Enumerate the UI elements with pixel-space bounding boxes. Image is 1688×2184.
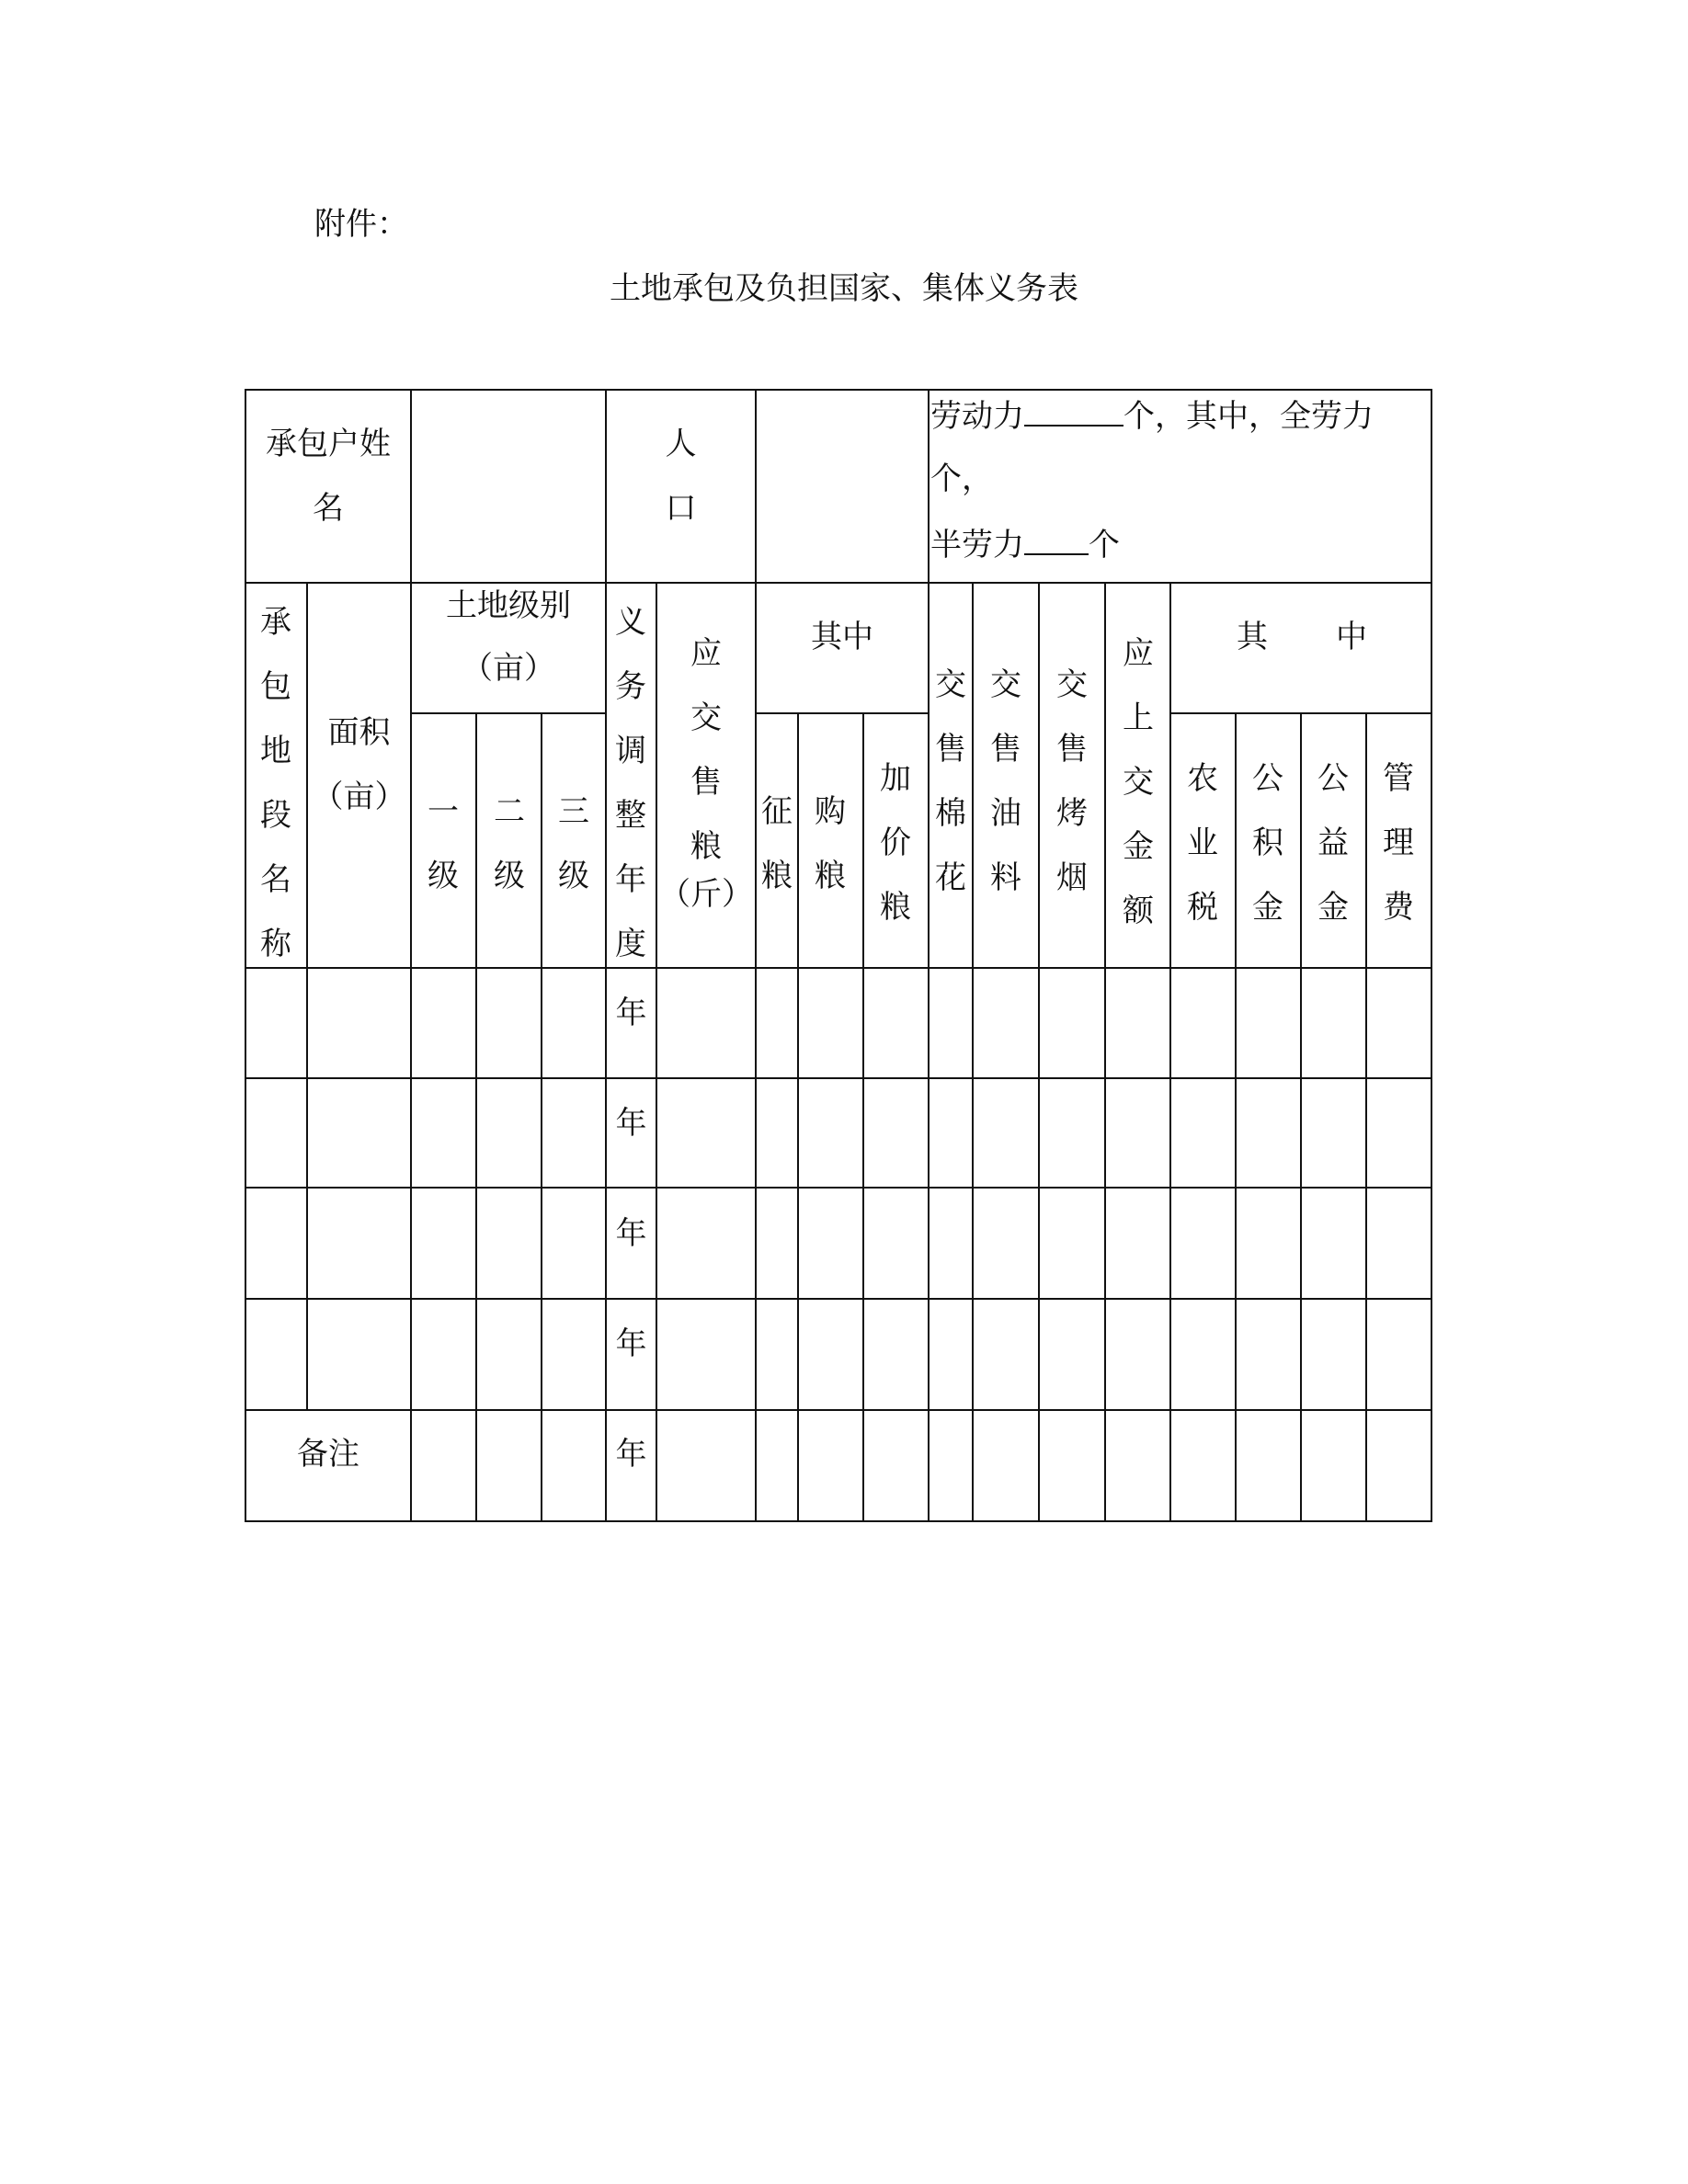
labor-mid: 个，其中，全劳力 — [1123, 398, 1374, 435]
attachment-label: 附件： — [314, 206, 408, 243]
management-header: 管理费 — [1383, 760, 1414, 926]
household-name-label: 承包户姓 — [266, 426, 391, 462]
row-2-year: 年 — [615, 1105, 647, 1142]
labor-line-2: 个， — [930, 461, 993, 497]
remarks-year: 年 — [615, 1436, 647, 1473]
purchase-grain-header: 购粮 — [815, 793, 846, 894]
row-4-year: 年 — [615, 1325, 647, 1362]
accumulation-header: 公积金 — [1252, 760, 1283, 926]
grain-header: 应交售粮 — [690, 635, 722, 865]
remarks-label: 备注 — [297, 1436, 359, 1473]
among-grain-header: 其中 — [811, 619, 873, 655]
row-3-year: 年 — [615, 1215, 647, 1252]
land-grade-header: 土地级别 — [446, 587, 571, 624]
half-labor-suffix: 个 — [1089, 527, 1120, 563]
labor-line-1 — [930, 398, 1374, 435]
half-labor-blank — [1024, 528, 1089, 555]
area-unit-header: （亩） — [312, 779, 406, 815]
parcel-name-header: 承包地段名称 — [260, 604, 291, 962]
levy-grain-header: 征粮 — [761, 793, 793, 894]
half-labor-prefix: 半劳力 — [930, 527, 1024, 563]
area-header: 面积 — [327, 714, 391, 751]
grade-3-header: 三级 — [558, 793, 589, 894]
grade-1-header: 一级 — [428, 793, 459, 894]
grade-2-header: 二级 — [494, 793, 525, 894]
oil-header: 交售油料 — [990, 666, 1021, 896]
labor-prefix: 劳动力 — [930, 398, 1024, 435]
premium-grain-header: 加价粮 — [880, 760, 911, 926]
grain-unit-header: （斤） — [659, 876, 753, 913]
land-grade-unit-header: （亩） — [462, 650, 555, 687]
adjust-year-header: 义务调整年度 — [615, 604, 646, 962]
payable-header: 应上交金额 — [1123, 635, 1154, 929]
cotton-header: 交售棉花 — [935, 666, 966, 896]
agri-tax-header: 农业税 — [1187, 760, 1218, 926]
population-label: 人 — [665, 426, 697, 462]
among-fee-header-1: 其 — [1237, 619, 1268, 655]
row-1-year: 年 — [615, 995, 647, 1031]
household-name-label-2: 名 — [313, 490, 344, 527]
labor-blank — [1024, 399, 1123, 427]
welfare-header: 公益金 — [1317, 760, 1349, 926]
tobacco-header: 交售烤烟 — [1056, 666, 1088, 896]
half-labor-line — [930, 528, 1120, 561]
page-title: 土地承包及负担国家、集体义务表 — [610, 270, 1078, 307]
among-fee-header-2: 中 — [1336, 619, 1367, 655]
population-label-2: 口 — [665, 490, 697, 527]
